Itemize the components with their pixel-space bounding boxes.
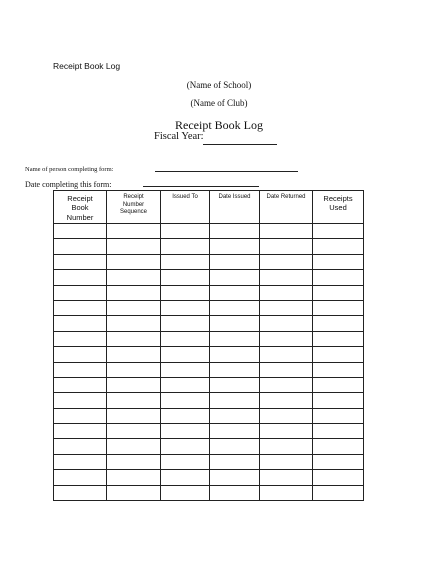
table-cell-date-issued[interactable] bbox=[210, 393, 260, 408]
table-cell-date-issued[interactable] bbox=[210, 424, 260, 439]
table-cell-issued-to[interactable] bbox=[161, 408, 210, 423]
table-cell-date-issued[interactable] bbox=[210, 347, 260, 362]
table-cell-date-issued[interactable] bbox=[210, 300, 260, 315]
table-cell-book-number[interactable] bbox=[54, 254, 107, 269]
header-label-line: Sequence bbox=[119, 209, 148, 215]
table-cell-date-issued[interactable] bbox=[210, 270, 260, 285]
table-row bbox=[54, 377, 364, 392]
table-cell-receipts-used[interactable] bbox=[313, 300, 364, 315]
table-row bbox=[54, 254, 364, 269]
table-row bbox=[54, 316, 364, 331]
person-completing-label: Name of person completing form: bbox=[25, 166, 114, 173]
table-cell-book-number[interactable] bbox=[54, 454, 107, 469]
table-cell-receipts-used[interactable] bbox=[313, 285, 364, 300]
header-label-line: Receipts bbox=[323, 194, 353, 203]
table-cell-number-sequence[interactable] bbox=[107, 270, 161, 285]
table-row bbox=[54, 270, 364, 285]
table-row bbox=[54, 239, 364, 254]
header-label-line: Date Returned bbox=[266, 194, 306, 200]
table-cell-date-returned[interactable] bbox=[260, 470, 313, 485]
table-cell-date-issued[interactable] bbox=[210, 316, 260, 331]
person-completing-field[interactable] bbox=[155, 171, 298, 172]
table-cell-number-sequence[interactable] bbox=[107, 285, 161, 300]
table-cell-issued-to[interactable] bbox=[161, 316, 210, 331]
table-row bbox=[54, 331, 364, 346]
header-date-issued bbox=[210, 191, 260, 224]
table-cell-date-returned[interactable] bbox=[260, 270, 313, 285]
table-cell-receipts-used[interactable] bbox=[313, 485, 364, 500]
table-cell-receipts-used[interactable] bbox=[313, 470, 364, 485]
header-label-line: Issued To bbox=[172, 194, 198, 200]
table-row bbox=[54, 454, 364, 469]
table-cell-book-number[interactable] bbox=[54, 331, 107, 346]
table-cell-number-sequence[interactable] bbox=[107, 316, 161, 331]
table-cell-issued-to[interactable] bbox=[161, 300, 210, 315]
header-label-line: Number bbox=[122, 201, 145, 208]
table-cell-issued-to[interactable] bbox=[161, 239, 210, 254]
header-label-line: Used bbox=[329, 203, 347, 213]
table-cell-number-sequence[interactable] bbox=[107, 254, 161, 269]
table-cell-receipts-used[interactable] bbox=[313, 454, 364, 469]
table-cell-receipts-used[interactable] bbox=[313, 424, 364, 439]
table-cell-book-number[interactable] bbox=[54, 285, 107, 300]
table-cell-date-issued[interactable] bbox=[210, 454, 260, 469]
table-cell-book-number[interactable] bbox=[54, 470, 107, 485]
table-cell-issued-to[interactable] bbox=[161, 485, 210, 500]
table-cell-issued-to[interactable] bbox=[161, 270, 210, 285]
table-cell-date-issued[interactable] bbox=[210, 439, 260, 454]
table-row bbox=[54, 408, 364, 423]
table-row bbox=[54, 300, 364, 315]
table-cell-book-number[interactable] bbox=[54, 347, 107, 362]
receipt-log-table bbox=[53, 190, 364, 501]
table-cell-date-returned[interactable] bbox=[260, 485, 313, 500]
table-cell-issued-to[interactable] bbox=[161, 393, 210, 408]
table-cell-date-returned[interactable] bbox=[260, 239, 313, 254]
table-cell-number-sequence[interactable] bbox=[107, 347, 161, 362]
table-cell-receipts-used[interactable] bbox=[313, 239, 364, 254]
header-label-line: Number bbox=[66, 212, 94, 222]
header-label-line: Book bbox=[71, 203, 89, 213]
table-cell-receipts-used[interactable] bbox=[313, 439, 364, 454]
header-issued-to bbox=[161, 191, 210, 224]
table-cell-number-sequence[interactable] bbox=[107, 470, 161, 485]
table-cell-receipts-used[interactable] bbox=[313, 270, 364, 285]
header-receipt-number-sequence bbox=[107, 191, 161, 224]
table-cell-receipts-used[interactable] bbox=[313, 347, 364, 362]
table-cell-date-issued[interactable] bbox=[210, 470, 260, 485]
school-name: (Name of School) bbox=[186, 80, 252, 90]
date-completing-field[interactable] bbox=[143, 186, 259, 187]
table-cell-number-sequence[interactable] bbox=[107, 408, 161, 423]
table-cell-book-number[interactable] bbox=[54, 424, 107, 439]
table-header-row bbox=[54, 191, 364, 224]
table-cell-date-returned[interactable] bbox=[260, 300, 313, 315]
fiscal-year-field[interactable] bbox=[203, 144, 277, 145]
club-name: (Name of Club) bbox=[190, 98, 248, 108]
date-completing-label: Date completing this form: bbox=[25, 180, 112, 189]
table-cell-book-number[interactable] bbox=[54, 270, 107, 285]
table-cell-date-returned[interactable] bbox=[260, 454, 313, 469]
table-cell-date-returned[interactable] bbox=[260, 331, 313, 346]
table-cell-date-issued[interactable] bbox=[210, 362, 260, 377]
table-cell-issued-to[interactable] bbox=[161, 331, 210, 346]
table-cell-book-number[interactable] bbox=[54, 239, 107, 254]
table-cell-issued-to[interactable] bbox=[161, 424, 210, 439]
header-label-line: Date Issued bbox=[218, 194, 251, 200]
table-cell-date-issued[interactable] bbox=[210, 285, 260, 300]
table-row bbox=[54, 439, 364, 454]
table-cell-number-sequence[interactable] bbox=[107, 362, 161, 377]
table-row bbox=[54, 424, 364, 439]
table-cell-issued-to[interactable] bbox=[161, 347, 210, 362]
table-cell-number-sequence[interactable] bbox=[107, 224, 161, 239]
table-cell-date-returned[interactable] bbox=[260, 408, 313, 423]
table-cell-number-sequence[interactable] bbox=[107, 454, 161, 469]
table-cell-issued-to[interactable] bbox=[161, 285, 210, 300]
table-cell-issued-to[interactable] bbox=[161, 254, 210, 269]
table-cell-receipts-used[interactable] bbox=[313, 316, 364, 331]
table-cell-receipts-used[interactable] bbox=[313, 254, 364, 269]
table-cell-number-sequence[interactable] bbox=[107, 485, 161, 500]
header-receipt-book-number bbox=[54, 191, 107, 224]
header-receipts-used bbox=[313, 191, 364, 224]
fiscal-year-label: Fiscal Year: bbox=[154, 131, 204, 142]
table-cell-book-number[interactable] bbox=[54, 300, 107, 315]
table-row bbox=[54, 393, 364, 408]
table-cell-date-issued[interactable] bbox=[210, 485, 260, 500]
table-cell-issued-to[interactable] bbox=[161, 362, 210, 377]
table-cell-date-issued[interactable] bbox=[210, 331, 260, 346]
header-label-line: Receipt bbox=[67, 194, 93, 203]
table-cell-number-sequence[interactable] bbox=[107, 377, 161, 392]
table-cell-date-returned[interactable] bbox=[260, 362, 313, 377]
table-row bbox=[54, 362, 364, 377]
table-cell-date-issued[interactable] bbox=[210, 224, 260, 239]
table-cell-date-issued[interactable] bbox=[210, 239, 260, 254]
table-cell-date-issued[interactable] bbox=[210, 408, 260, 423]
table-cell-receipts-used[interactable] bbox=[313, 377, 364, 392]
table-cell-date-issued[interactable] bbox=[210, 377, 260, 392]
table-row bbox=[54, 470, 364, 485]
table-cell-date-returned[interactable] bbox=[260, 347, 313, 362]
table-cell-number-sequence[interactable] bbox=[107, 393, 161, 408]
table-cell-receipts-used[interactable] bbox=[313, 362, 364, 377]
table-cell-book-number[interactable] bbox=[54, 224, 107, 239]
table-cell-receipts-used[interactable] bbox=[313, 408, 364, 423]
page-title: Receipt Book Log bbox=[175, 118, 263, 132]
table-cell-number-sequence[interactable] bbox=[107, 439, 161, 454]
table-row bbox=[54, 347, 364, 362]
table-cell-issued-to[interactable] bbox=[161, 439, 210, 454]
table-cell-number-sequence[interactable] bbox=[107, 331, 161, 346]
table-cell-book-number[interactable] bbox=[54, 377, 107, 392]
table-cell-date-returned[interactable] bbox=[260, 393, 313, 408]
document-label: Receipt Book Log bbox=[53, 61, 121, 71]
table-cell-issued-to[interactable] bbox=[161, 224, 210, 239]
table-cell-issued-to[interactable] bbox=[161, 454, 210, 469]
table-cell-receipts-used[interactable] bbox=[313, 331, 364, 346]
table-row bbox=[54, 224, 364, 239]
table-row bbox=[54, 285, 364, 300]
table-cell-number-sequence[interactable] bbox=[107, 239, 161, 254]
table-cell-book-number[interactable] bbox=[54, 439, 107, 454]
table-cell-date-returned[interactable] bbox=[260, 224, 313, 239]
table-cell-issued-to[interactable] bbox=[161, 470, 210, 485]
table-cell-date-returned[interactable] bbox=[260, 439, 313, 454]
table-row bbox=[54, 485, 364, 500]
header-date-returned bbox=[260, 191, 313, 224]
table-cell-book-number[interactable] bbox=[54, 362, 107, 377]
table-cell-date-returned[interactable] bbox=[260, 285, 313, 300]
table-cell-book-number[interactable] bbox=[54, 408, 107, 423]
table-cell-book-number[interactable] bbox=[54, 316, 107, 331]
table-cell-date-returned[interactable] bbox=[260, 316, 313, 331]
table-cell-date-returned[interactable] bbox=[260, 424, 313, 439]
header-label-line: Receipt bbox=[123, 194, 144, 200]
table-cell-book-number[interactable] bbox=[54, 393, 107, 408]
table-cell-number-sequence[interactable] bbox=[107, 424, 161, 439]
table-cell-receipts-used[interactable] bbox=[313, 393, 364, 408]
table-cell-number-sequence[interactable] bbox=[107, 300, 161, 315]
table-cell-book-number[interactable] bbox=[54, 485, 107, 500]
table-cell-date-returned[interactable] bbox=[260, 254, 313, 269]
table-cell-receipts-used[interactable] bbox=[313, 224, 364, 239]
table-cell-date-issued[interactable] bbox=[210, 254, 260, 269]
table-cell-date-returned[interactable] bbox=[260, 377, 313, 392]
table-cell-issued-to[interactable] bbox=[161, 377, 210, 392]
